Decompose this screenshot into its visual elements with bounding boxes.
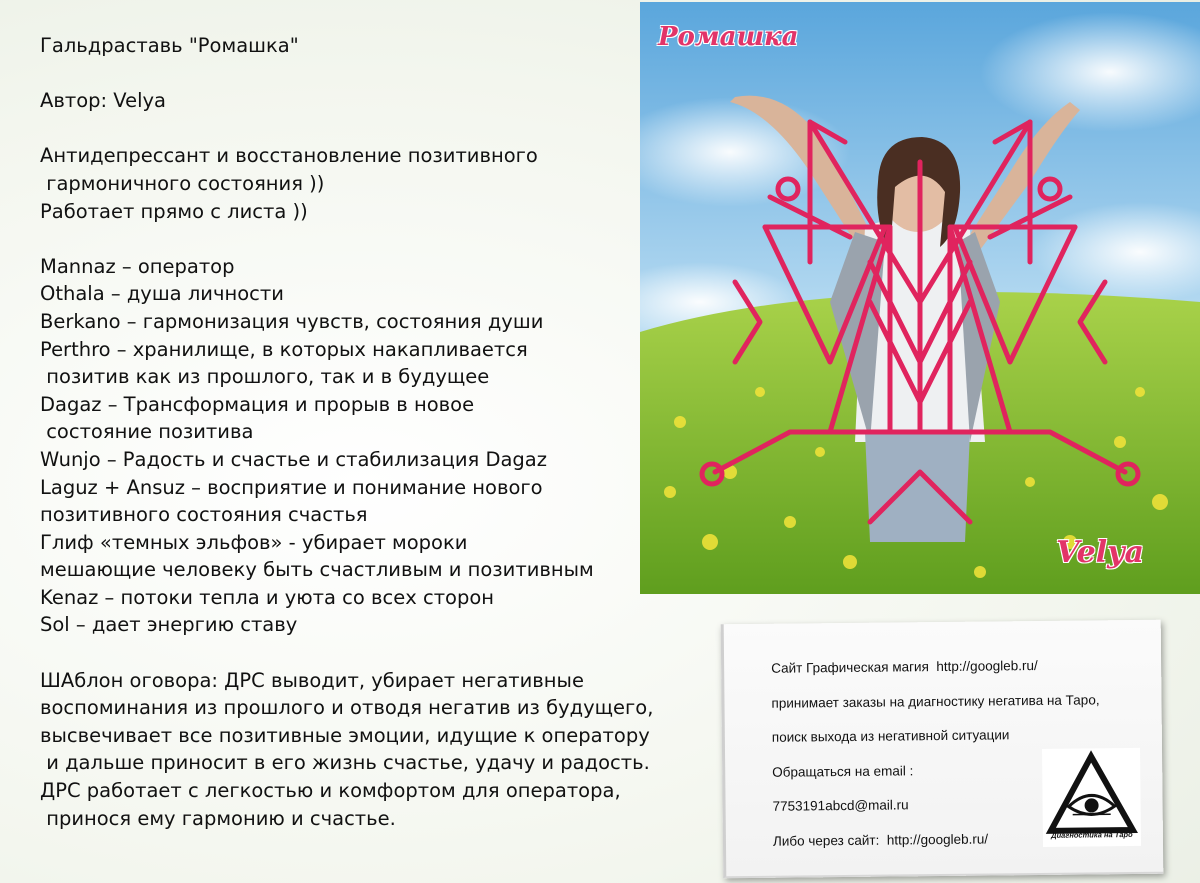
contact-services: принимает заказы на диагностику негатива на Таро, — [771, 691, 1100, 711]
rune-line: Othala – душа личности — [40, 282, 284, 306]
text-purpose: Антидепрессант и восстановление позитивного — [40, 144, 538, 168]
rune-line: состояние позитива — [40, 420, 254, 444]
rune-line: Dagaz – Трансформация и прорыв в новое — [40, 392, 475, 416]
text-purpose: Работает прямо с листа )) — [40, 199, 308, 223]
template-line: ШАблон оговора: ДРС выводит, убирает негативные — [40, 668, 584, 692]
text-spacer — [40, 115, 710, 143]
rune-line: Глиф «темных эльфов» - убирает мороки — [40, 530, 468, 554]
rune-line: Sol – дает энергию ставу — [40, 613, 298, 637]
contact-site-link[interactable]: Либо через сайт: http://googleb.ru/ — [772, 831, 989, 849]
text-title: Гальдраставь "Ромашка" — [40, 34, 299, 57]
image-title: Ромашка — [658, 22, 799, 52]
rune-line: Perthro – хранилище, в которых накапливается — [40, 337, 528, 361]
rune-line: Mannaz – оператор — [40, 254, 235, 278]
text-spacer — [40, 639, 710, 667]
template-line: высвечивает все позитивные эмоции, идущие к оператору — [40, 723, 650, 747]
template-line: ДРС работает с легкостью и комфортом для оператора, — [40, 779, 621, 803]
rune-line: Laguz + Ansuz – восприятие и понимание нового — [40, 475, 543, 499]
logo-caption: Диагностика на Таро — [1051, 830, 1133, 840]
article-text — [40, 32, 710, 832]
rune-line: мешающие человеку быть счастливым и позитивным — [40, 558, 594, 582]
tarot-logo — [1042, 748, 1141, 847]
text-author: Автор: Velya — [40, 89, 166, 113]
template-line: воспоминания из прошлого и отводя негатив из будущего, — [40, 696, 654, 720]
photo-illustration — [640, 2, 1200, 594]
rune-line: позитив как из прошлого, так и в будущее — [40, 365, 490, 389]
rune-line: Berkano – гармонизация чувств, состояния души — [40, 309, 544, 333]
contact-site: Сайт Графическая магия http://googleb.ru/ — [771, 657, 1038, 676]
template-line: и дальше приносит в его жизнь счастье, удачу и радость. — [40, 751, 650, 775]
contact-note — [721, 620, 1164, 879]
text-purpose: гармоничного состояния )) — [40, 171, 325, 195]
rune-line: Kenaz – потоки тепла и уюта со всех сторон — [40, 585, 495, 609]
rune-line: позитивного состояния счастья — [40, 503, 368, 527]
text-spacer — [40, 60, 710, 88]
template-line: принося ему гармонию и счастье. — [40, 806, 396, 830]
image-signature: Velya — [1056, 535, 1144, 570]
text-spacer — [40, 225, 710, 253]
rune-line: Wunjo – Радость и счастье и стабилизация Dagaz — [40, 447, 547, 471]
contact-email-label: Обращаться на email : — [772, 762, 914, 780]
contact-email[interactable]: 7753191abcd@mail.ru — [772, 797, 909, 814]
contact-services: поиск выхода из негативной ситуации — [771, 727, 1010, 745]
stave-photo — [640, 2, 1200, 594]
